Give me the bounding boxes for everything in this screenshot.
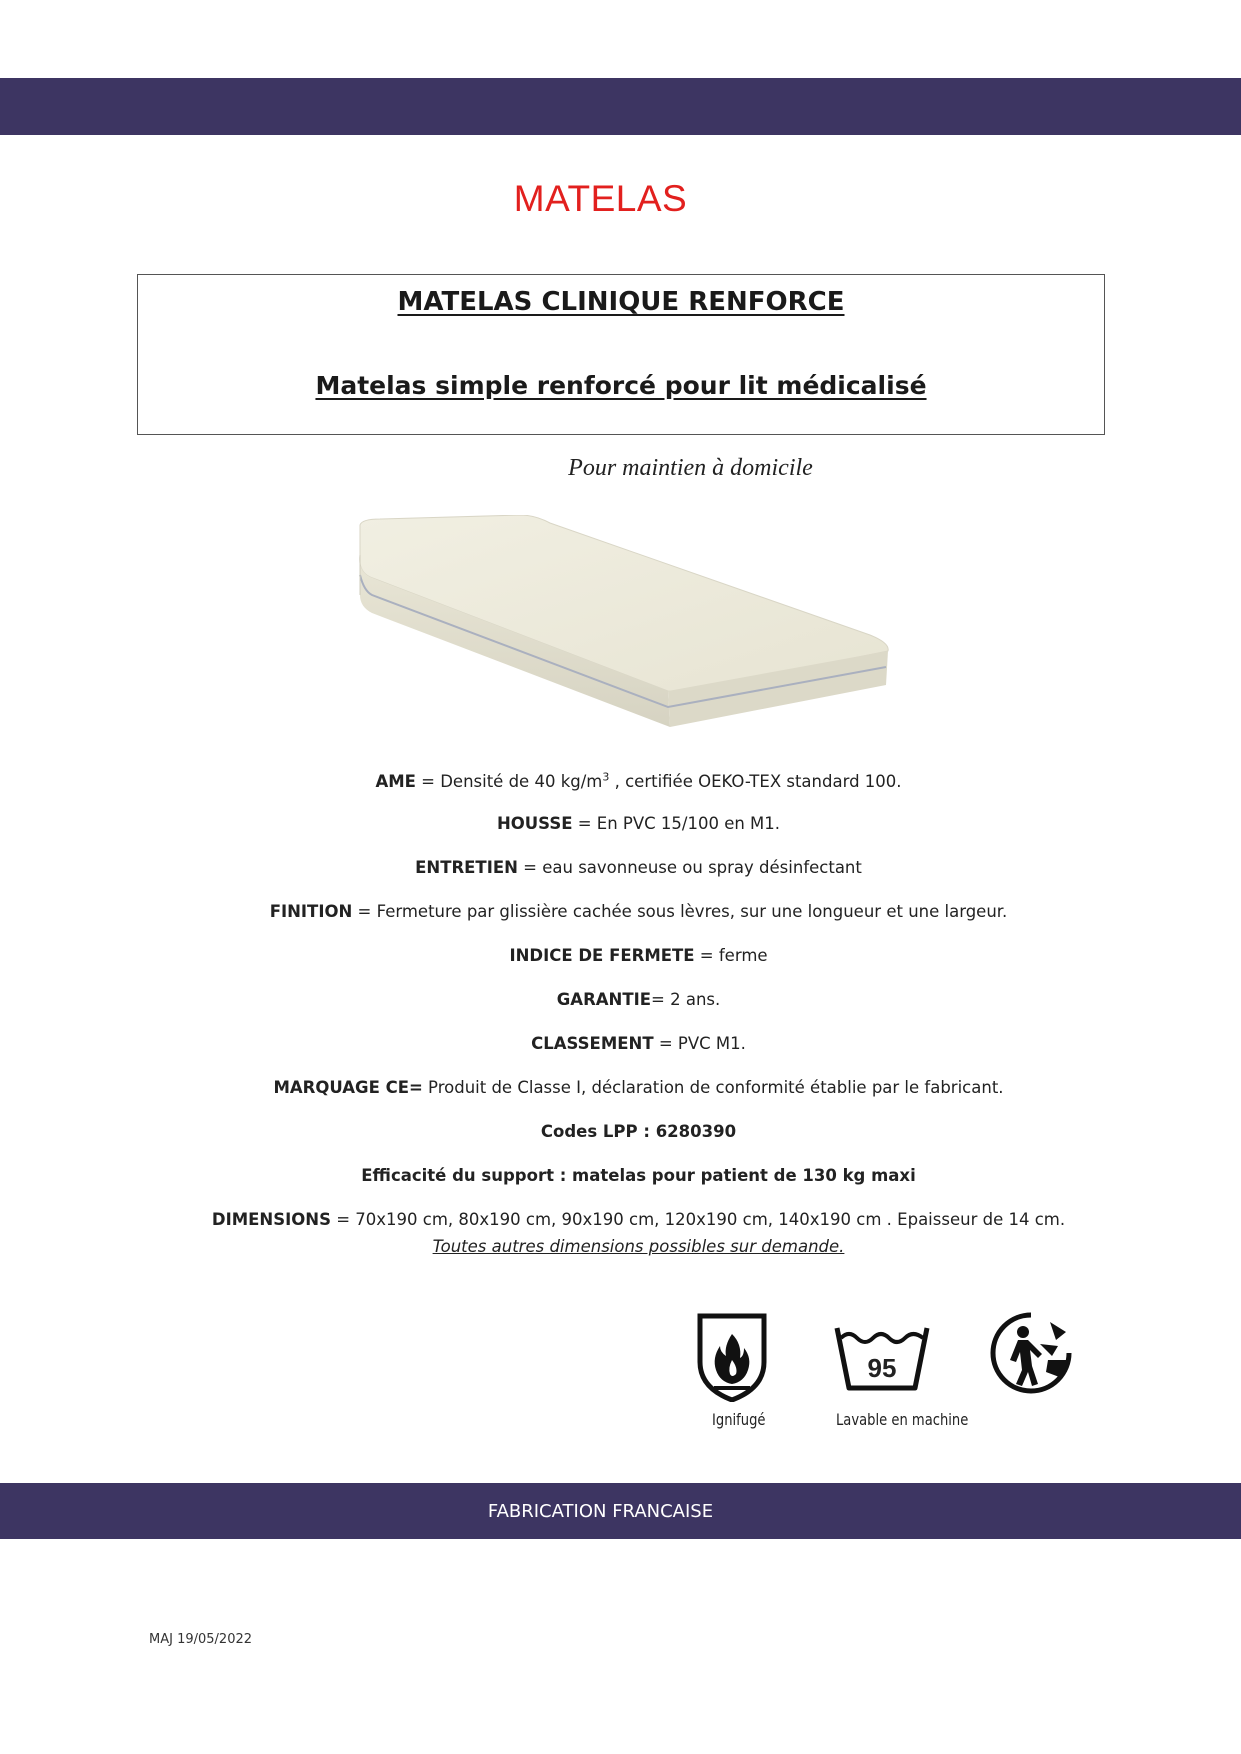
spec-efficacite: Efficacité du support : matelas pour patient de 130 kg maxi	[361, 1166, 916, 1185]
spec-finition: FINITION = Fermeture par glissière cachée sous lèvres, sur une longueur et une largeur.	[269, 902, 1008, 921]
wash-temperature: 95	[867, 1353, 897, 1383]
spec-garantie: GARANTIE= 2 ans.	[556, 990, 721, 1009]
washable-label: Lavable en machine	[836, 1410, 969, 1429]
title-box	[137, 274, 1105, 435]
product-name: MATELAS CLINIQUE RENFORCE	[397, 287, 845, 317]
spec-entretien: ENTRETIEN = eau savonneuse ou spray désinfectant	[415, 858, 862, 877]
product-description: Matelas simple renforcé pour lit médicalisé	[315, 371, 927, 400]
header-band	[0, 78, 1241, 135]
update-date: MAJ 19/05/2022	[149, 1632, 253, 1647]
mattress-image	[350, 515, 900, 730]
fire-resistant-icon	[694, 1312, 770, 1402]
spec-dimensions: DIMENSIONS = 70x190 cm, 80x190 cm, 90x190 cm, 120x190 cm, 140x190 cm . Epaisseur de 14 cm.	[211, 1210, 1066, 1229]
product-subtitle: Pour maintien à domicile	[568, 455, 813, 481]
recycle-icon	[988, 1310, 1074, 1396]
footer-text: FABRICATION FRANCAISE	[487, 1500, 714, 1522]
spec-marquage: MARQUAGE CE= Produit de Classe I, déclaration de conformité établie par le fabricant.	[273, 1078, 1004, 1097]
spec-classement: CLASSEMENT = PVC M1.	[531, 1034, 746, 1053]
spec-housse: HOUSSE = En PVC 15/100 en M1.	[496, 814, 781, 833]
spec-dimensions-note: Toutes autres dimensions possibles sur demande.	[432, 1237, 845, 1256]
spec-ame: AME = Densité de 40 $kg/m^3$ , certifiée OEKO-TEX standard 100.	[375, 770, 902, 791]
footer-band	[0, 1483, 1241, 1539]
fire-resistant-label: Ignifugé	[712, 1410, 766, 1429]
category-title: MATELAS	[513, 178, 688, 219]
spec-indice-fermete: INDICE DE FERMETE = ferme	[509, 946, 768, 965]
washable-95-icon	[833, 1322, 931, 1392]
spec-codes-lpp: Codes LPP : 6280390	[540, 1122, 737, 1141]
